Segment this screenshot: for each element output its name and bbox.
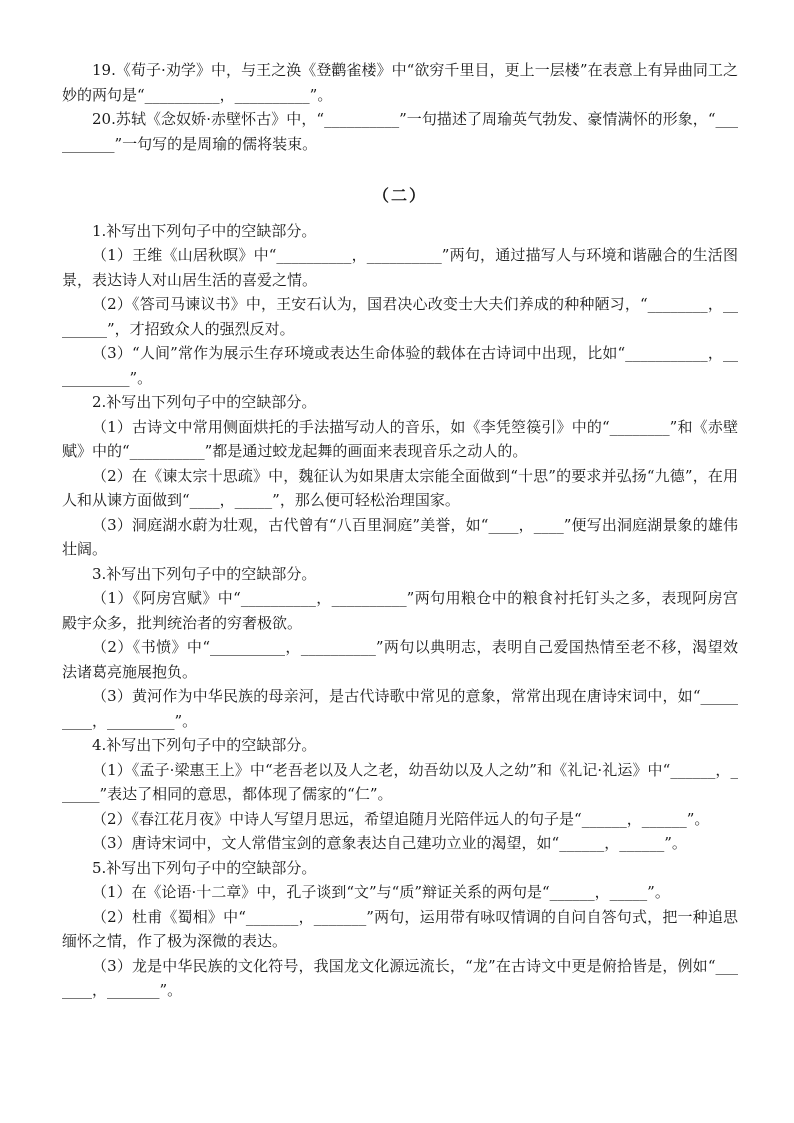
sub-question: （3）龙是中华民族的文化符号，我国龙文化源远流长，“龙”在古诗文中更是俯拾皆是，例如“_______，_______”。 [62,956,738,999]
sub-question: （2）在《谏太宗十思疏》中，魏征认为如果唐太宗能全面做到“十思”的要求并弘扬“九德”，在用人和从谏方面做到“____，_____”，那么便可轻松治理国家。 [62,466,738,509]
sub-question: （2）杜甫《蜀相》中“_______，_______”两句，运用带有咏叹情调的自问自答句式，把一种追思缅怀之情，作了极为深微的表达。 [62,907,738,950]
sub-question: （3）黄河作为中华民族的母亲河，是古代诗歌中常见的意象，常常出现在唐诗宋词中，如“_________，_________”。 [62,687,738,730]
document-page [62,58,738,1003]
sub-question: （3）唐诗宋词中，文人常借宝剑的意象表达自己建功立业的渴望，如“______，______”。 [92,834,687,852]
question-20: 20.苏轼《念奴娇·赤壁怀古》中，“__________”一句描述了周瑜英气勃发、豪情满怀的形象，“__________”一句写的是周瑜的儒将装束。 [62,110,738,153]
section-heading: （二） [372,186,427,205]
question-block-1 [62,219,738,391]
question-19: 19.《荀子·劝学》中，与王之涣《登鹳雀楼》中“欲穷千里目，更上一层楼”在表意上有异曲同工之妙的两句是“__________，__________”。 [62,61,738,104]
sub-question: （2）《春江花月夜》中诗人写望月思远，希望追随月光陪伴远人的句子是“______，______”。 [92,809,710,828]
question-block-3 [62,562,738,734]
sub-question: （3）“人间”常作为展示生存环境或表达生命体验的载体在古诗词中出现，比如“___________，___________”。 [62,344,738,387]
sub-question: （2）《答司马谏议书》中，王安石认为，国君决心改变士大夫们养成的种种陋习，“________，________”，才招致众人的强烈反对。 [62,295,738,338]
sub-question: （1）在《论语·十二章》中，孔子谈到“文”与“质”辩证关系的两句是“______，_____”。 [92,883,670,901]
question-title: 1.补写出下列句子中的空缺部分。 [92,221,317,240]
sub-question: （1）古诗文中常用侧面烘托的手法描写动人的音乐，如《李凭箜篌引》中的“________”和《赤壁赋》中的“__________”都是通过蛟龙起舞的画面来表现音乐之动人的。 [62,417,738,460]
sub-question: （2）《书愤》中“__________，__________”两句以典明志，表明自己爱国热情至老不移，渴望效法诸葛亮施展抱负。 [62,638,738,681]
sub-question: （1）《孟子·梁惠王上》中“老吾老以及人之老，幼吾幼以及人之幼”和《礼记·礼运》中“______，______”表达了相同的意思，都体现了儒家的“仁”。 [62,760,738,803]
sub-question: （3）洞庭湖水蔚为壮观，古代曾有“八百里洞庭”美誉，如“____，____”便写出洞庭湖景象的雄伟壮阔。 [62,515,738,558]
question-title: 5.补写出下列句子中的空缺部分。 [92,858,317,877]
question-block-5 [62,856,738,1003]
question-title: 4.补写出下列句子中的空缺部分。 [92,736,317,754]
sub-question: （1）王维《山居秋暝》中“__________，__________”两句，通过描写人与环境和谐融合的生活图景，表达诗人对山居生活的喜爱之情。 [62,246,738,289]
question-block-4 [62,733,738,856]
question-title: 3.补写出下列句子中的空缺部分。 [92,564,317,583]
question-block-2 [62,390,738,562]
sub-question: （1）《阿房宫赋》中“__________，__________”两句用粮仓中的粮食衬托钉头之多，表现阿房宫殿宇众多，批判统治者的穷奢极欲。 [62,589,738,632]
question-title: 2.补写出下列句子中的空缺部分。 [92,393,317,411]
